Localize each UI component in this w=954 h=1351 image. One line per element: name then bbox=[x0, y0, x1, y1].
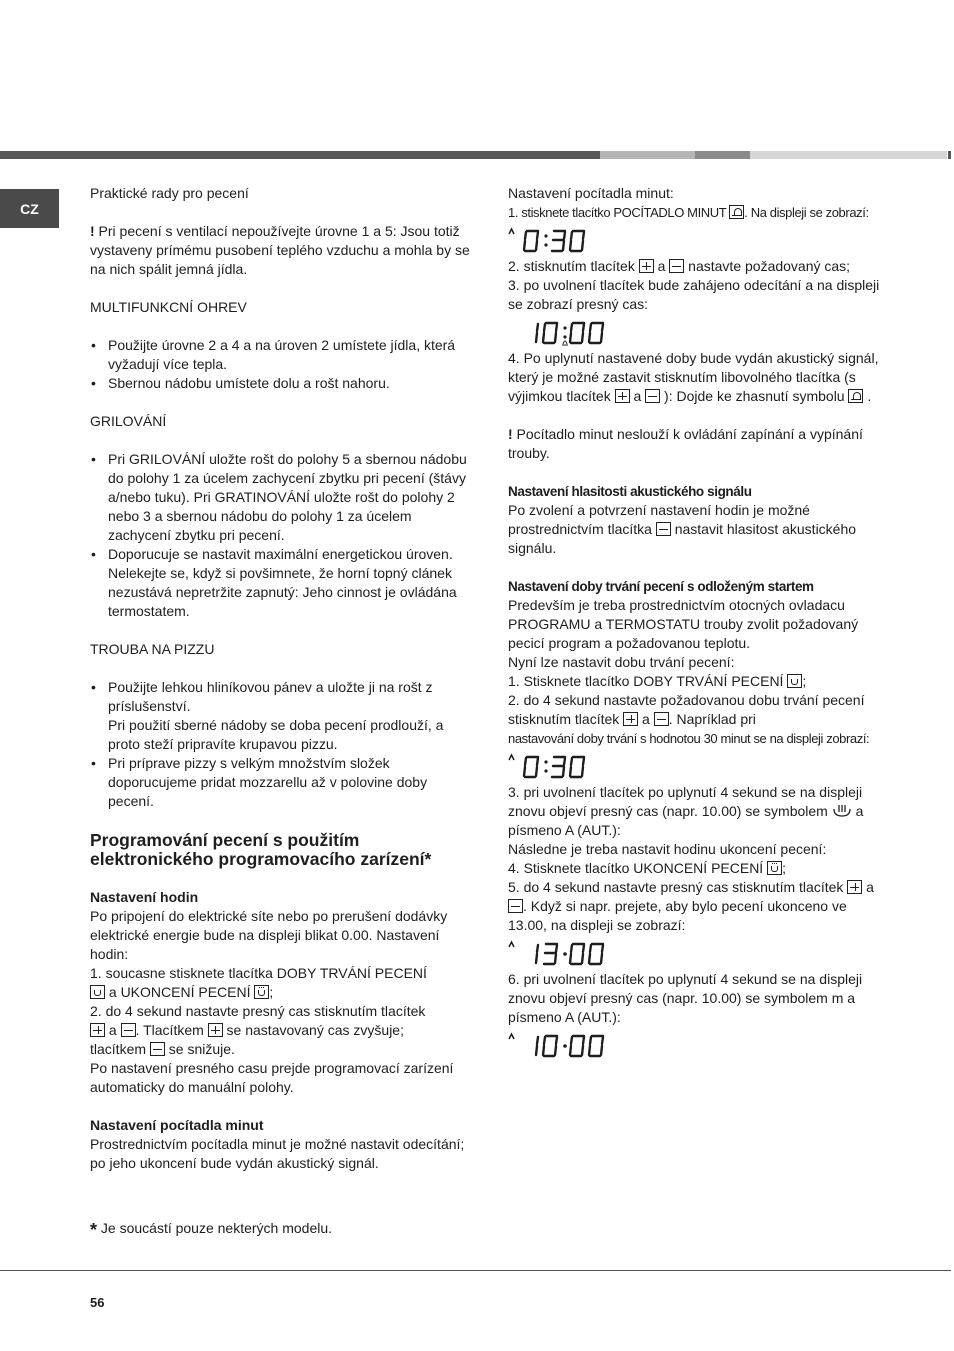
plus-button-icon bbox=[208, 1023, 223, 1037]
clock-title: Nastavení hodin bbox=[90, 889, 199, 905]
lcd-segment bbox=[524, 767, 525, 776]
auto-indicator-icon bbox=[509, 942, 514, 947]
lcd-display-clock bbox=[508, 317, 628, 347]
lcd-segment bbox=[555, 954, 556, 963]
right-column bbox=[508, 184, 888, 1062]
lcd-dot bbox=[544, 769, 547, 772]
delay-step-4: 4. Stisknete tlacítko UKONCENÍ PECENÍ ; bbox=[508, 860, 786, 876]
language-tab: CZ bbox=[0, 189, 59, 228]
ventilation-warning: ! Pri pecení s ventilací nepoužívejte úrovne 1 a 5: Jsou totiž vystaveny prímému pusobení teplého vzduchu a mohla by se na nich spálit jemná jídla. bbox=[90, 223, 470, 277]
lcd-segment bbox=[601, 333, 602, 342]
lcd-segment bbox=[570, 333, 571, 342]
lcd-segment bbox=[537, 758, 538, 765]
lcd-segment bbox=[524, 241, 525, 250]
cook-end-icon bbox=[254, 985, 269, 999]
lcd-segment bbox=[525, 758, 526, 765]
lcd-segment bbox=[543, 1046, 544, 1055]
lcd-segment bbox=[536, 241, 537, 250]
lcd-segment bbox=[601, 954, 602, 963]
lcd-segment bbox=[556, 945, 557, 952]
clock-step-1: 1. soucasne stisknete tlacítka DOBY TRVÁNÍ PECENÍ a UKONCENÍ PECENÍ ; bbox=[90, 965, 427, 1000]
header-bar-end bbox=[948, 151, 951, 159]
minus-button-icon bbox=[645, 389, 660, 403]
plus-button-icon bbox=[615, 389, 630, 403]
header-bar-pale bbox=[750, 151, 947, 159]
minus-button-icon bbox=[150, 1042, 165, 1056]
list-item-continued: Pri použití sberné nádoby se doba pecení prodlouží, a proto steží pripravíte krupavou pizzu. bbox=[108, 717, 444, 752]
auto-indicator-icon bbox=[509, 1034, 514, 1039]
lcd-segment bbox=[556, 324, 557, 331]
lcd-display-timer bbox=[508, 225, 628, 255]
lcd-segment bbox=[570, 1046, 571, 1055]
lcd-segment bbox=[571, 232, 572, 239]
lcd-segment bbox=[589, 954, 590, 963]
plus-button-icon bbox=[639, 259, 654, 273]
cook-duration-icon bbox=[90, 985, 105, 999]
lcd-display bbox=[508, 1030, 888, 1060]
lcd-dot bbox=[563, 335, 566, 338]
timer-step-1: 1. stisknete tlacítko POCÍTADLO MINUT . Na displeji se zobrazí: bbox=[508, 205, 869, 220]
volume-title: Nastavení hlasitosti akustického signálu bbox=[508, 484, 752, 499]
lcd-segment bbox=[583, 232, 584, 239]
lcd-segment bbox=[543, 333, 544, 342]
header-bar-dark bbox=[0, 151, 600, 159]
list-item: • Použijte lehkou hliníkovou pánev a uložte ji na rošt z príslušenství. bbox=[90, 678, 470, 716]
lcd-dot bbox=[544, 234, 547, 237]
multi-title: MULTIFUNKCNÍ OHREV bbox=[90, 299, 247, 315]
lcd-segment bbox=[583, 758, 584, 765]
list-item: • Pri GRILOVÁNÍ uložte rošt do polohy 5 a sbernou nádobu do polohy 1 za úcelem zachycení zbytku pri pecení (štávy a/nebo tuku). Pri GRATINOVÁNÍ uložte rošt do polohy 2 nebo 3 a sbernou nádobu do polohy 1 za úcelem zachycení zbytku pri pecení. bbox=[90, 450, 470, 545]
lcd-segment bbox=[571, 758, 572, 765]
lcd-segment bbox=[583, 1037, 584, 1044]
minus-button-icon bbox=[508, 899, 523, 913]
timer-title-right: Nastavení pocítadla minut: bbox=[508, 185, 674, 201]
timer-step-4: 4. Po uplynutí nastavené doby bude vydán akustický signál, který je možné zastavit stisknutím libovolného tlacítka (s výjimkou tlacítek a ): Dojde ke zhasnutí symbolu . bbox=[508, 350, 879, 404]
lcd-segment bbox=[583, 324, 584, 331]
lcd-segment bbox=[564, 758, 565, 765]
timer-step-3: 3. po uvolnení tlacítek bude zahájeno odecítání a na displeji se zobrazí presný cas: bbox=[508, 277, 880, 312]
lcd-segment bbox=[563, 241, 564, 250]
lcd-segment bbox=[570, 954, 571, 963]
lcd-segment bbox=[602, 324, 603, 331]
lcd-segment bbox=[536, 333, 537, 342]
cook-duration-icon bbox=[787, 674, 802, 688]
lcd-display bbox=[508, 225, 888, 255]
lcd-segment bbox=[555, 1046, 556, 1055]
volume-text: Po zvolení a potvrzení nastavení hodin je možné prostrednictvím tlacítka nastavit hlasitost akustického signálu. bbox=[508, 502, 857, 556]
lcd-segment bbox=[544, 1037, 545, 1044]
footnote: * Je soucástí pouze nekterých modelu. bbox=[90, 1220, 333, 1240]
lcd-dot bbox=[563, 326, 566, 329]
timer-warning: ! Pocítadlo minut neslouží k ovládání zapínání a vypínání trouby. bbox=[508, 426, 863, 461]
delay-step-2: 2. do 4 sekund nastavte požadovanou dobu trvání pecení stisknutím tlacítek a . Napríklad pri nastavování doby trvání s hodnotou 30 minut se na displeji zobrazí: bbox=[508, 692, 870, 746]
lcd-dot bbox=[563, 952, 567, 956]
delay-intro-2: Nyní lze nastavit dobu trvání pecení: bbox=[508, 654, 735, 670]
lcd-segment bbox=[537, 1037, 538, 1044]
lcd-segment bbox=[563, 767, 564, 776]
timer-title: Nastavení pocítadla minut bbox=[90, 1117, 264, 1133]
bell-icon bbox=[729, 205, 744, 219]
timer-text: Prostrednictvím pocítadla minut je možné nastavit odecítání; po jeho ukoncení bude vydán akustický signál. bbox=[90, 1136, 465, 1171]
clock-step-2: 2. do 4 sekund nastavte presný cas stisknutím tlacítek a . Tlacítkem se nastavovaný cas zvyšuje; tlacítkem se snižuje. bbox=[90, 1003, 426, 1057]
lcd-segment bbox=[564, 232, 565, 239]
cook-end-icon bbox=[767, 861, 782, 875]
lcd-display-duration bbox=[508, 751, 628, 781]
grill-title: GRILOVÁNÍ bbox=[90, 413, 167, 429]
bell-icon bbox=[848, 389, 863, 403]
lcd-segment bbox=[582, 333, 583, 342]
lcd-segment bbox=[583, 945, 584, 952]
lcd-segment bbox=[536, 1046, 537, 1055]
lcd-segment bbox=[601, 1046, 602, 1055]
timer-step-2: 2. stisknutím tlacítek a nastavte požadovaný cas; bbox=[508, 258, 851, 274]
page-number: 56 bbox=[90, 1295, 105, 1310]
lcd-segment bbox=[536, 954, 537, 963]
lcd-segment bbox=[537, 232, 538, 239]
delay-step-3: 3. pri uvolnení tlacítek po uplynutí 4 sekund se na displeji znovu objeví presný cas (napr. 10.00) se symbolem a písmeno A (AUT.): Následne je treba nastavit hodinu ukoncení pecení: bbox=[508, 784, 864, 857]
delay-step-1: 1. Stisknete tlacítko DOBY TRVÁNÍ PECENÍ ; bbox=[508, 673, 807, 689]
lcd-segment bbox=[571, 1037, 572, 1044]
lcd-segment bbox=[571, 324, 572, 331]
lcd-segment bbox=[582, 241, 583, 250]
lcd-segment bbox=[590, 1037, 591, 1044]
minus-button-icon bbox=[669, 259, 684, 273]
minus-button-icon bbox=[656, 522, 671, 536]
lcd-segment bbox=[537, 945, 538, 952]
list-item: • Sbernou nádobu umístete dolu a rošt nahoru. bbox=[90, 374, 470, 393]
lcd-segment bbox=[570, 241, 571, 250]
lcd-display-final bbox=[508, 1030, 628, 1060]
section-heading: Programování pecení s použitím elektronického programovacího zarízení* bbox=[90, 830, 432, 869]
lcd-segment bbox=[536, 767, 537, 776]
lcd-segment bbox=[571, 945, 572, 952]
footer-rule bbox=[0, 1270, 951, 1271]
lcd-dot bbox=[544, 760, 547, 763]
lcd-segment bbox=[525, 232, 526, 239]
lcd-segment bbox=[582, 1046, 583, 1055]
lcd-dot bbox=[563, 1044, 567, 1048]
lcd-dot bbox=[544, 243, 547, 246]
delay-title: Nastavení doby trvání pecení s odloženým startem bbox=[508, 579, 814, 594]
list-item: • Použijte úrovne 2 a 4 a na úroven 2 umístete jídla, která vyžadují více tepla. bbox=[90, 336, 470, 374]
lcd-segment bbox=[602, 1037, 603, 1044]
minus-button-icon bbox=[654, 712, 669, 726]
auto-indicator-icon bbox=[509, 755, 514, 760]
lcd-segment bbox=[537, 324, 538, 331]
warning-mark: ! bbox=[508, 426, 513, 442]
lcd-segment bbox=[555, 333, 556, 342]
lcd-display bbox=[508, 938, 888, 968]
pizza-title: TROUBA NA PIZZU bbox=[90, 641, 215, 657]
lcd-segment bbox=[589, 333, 590, 342]
plus-button-icon bbox=[847, 880, 862, 894]
lcd-segment bbox=[590, 945, 591, 952]
warning-mark: ! bbox=[90, 223, 95, 239]
lcd-display bbox=[508, 317, 888, 347]
plus-button-icon bbox=[623, 712, 638, 726]
lcd-segment bbox=[602, 945, 603, 952]
header-bar-light bbox=[600, 151, 695, 159]
header-bar-mid bbox=[695, 151, 750, 159]
delay-step-5: 5. do 4 sekund nastavte presný cas stisknutím tlacítek a . Když si napr. prejete, aby bylo pecení ukonceno ve 13.00, na displeji se zobrazí: bbox=[508, 879, 874, 933]
list-item: • Doporucuje se nastavit maximální energetickou úroven. Nelekejte se, když si povšimnete, že horní topný clánek nezustává nepretržite zapnutý: Jeho cinnost je ovládána termostatem. bbox=[90, 545, 470, 621]
lcd-segment bbox=[589, 1046, 590, 1055]
lcd-segment bbox=[570, 767, 571, 776]
delay-step-6: 6. pri uvolnení tlacítek po uplynutí 4 sekund se na displeji znovu objeví presný cas (napr. 10.00) se symbolem m a písmeno A (AUT.): bbox=[508, 971, 863, 1025]
lcd-segment bbox=[582, 954, 583, 963]
minus-button-icon bbox=[121, 1023, 136, 1037]
lcd-segment bbox=[556, 1037, 557, 1044]
tips-title: Praktické rady pro pecení bbox=[90, 185, 249, 201]
lcd-segment bbox=[590, 324, 591, 331]
auto-indicator-icon bbox=[509, 229, 514, 234]
left-column bbox=[90, 184, 470, 1173]
delay-intro: Predevším je treba prostrednictvím otocných ovladacu PROGRAMU a TERMOSTATU trouby zvolit požadovaný pecicí program a požadovanou teplotu. bbox=[508, 597, 859, 651]
lcd-display bbox=[508, 751, 888, 781]
list-item: • Pri príprave pizzy s velkým množstvím složek doporucujeme pridat mozzarellu až v polovine doby pecení. bbox=[90, 754, 470, 811]
plus-button-icon bbox=[90, 1023, 105, 1037]
lcd-display-end bbox=[508, 938, 628, 968]
clock-outro: Po nastavení presného casu prejde programovací zarízení automaticky do manuální polohy. bbox=[90, 1060, 454, 1095]
lcd-segment bbox=[582, 767, 583, 776]
cooking-symbol-icon bbox=[832, 804, 852, 818]
lcd-segment bbox=[544, 324, 545, 331]
clock-intro: Po pripojení do elektrické síte nebo po prerušení dodávky elektrické energie bude na displeji blikat 0.00. Nastavení hodin: bbox=[90, 908, 448, 962]
bell-indicator-icon bbox=[562, 341, 568, 345]
